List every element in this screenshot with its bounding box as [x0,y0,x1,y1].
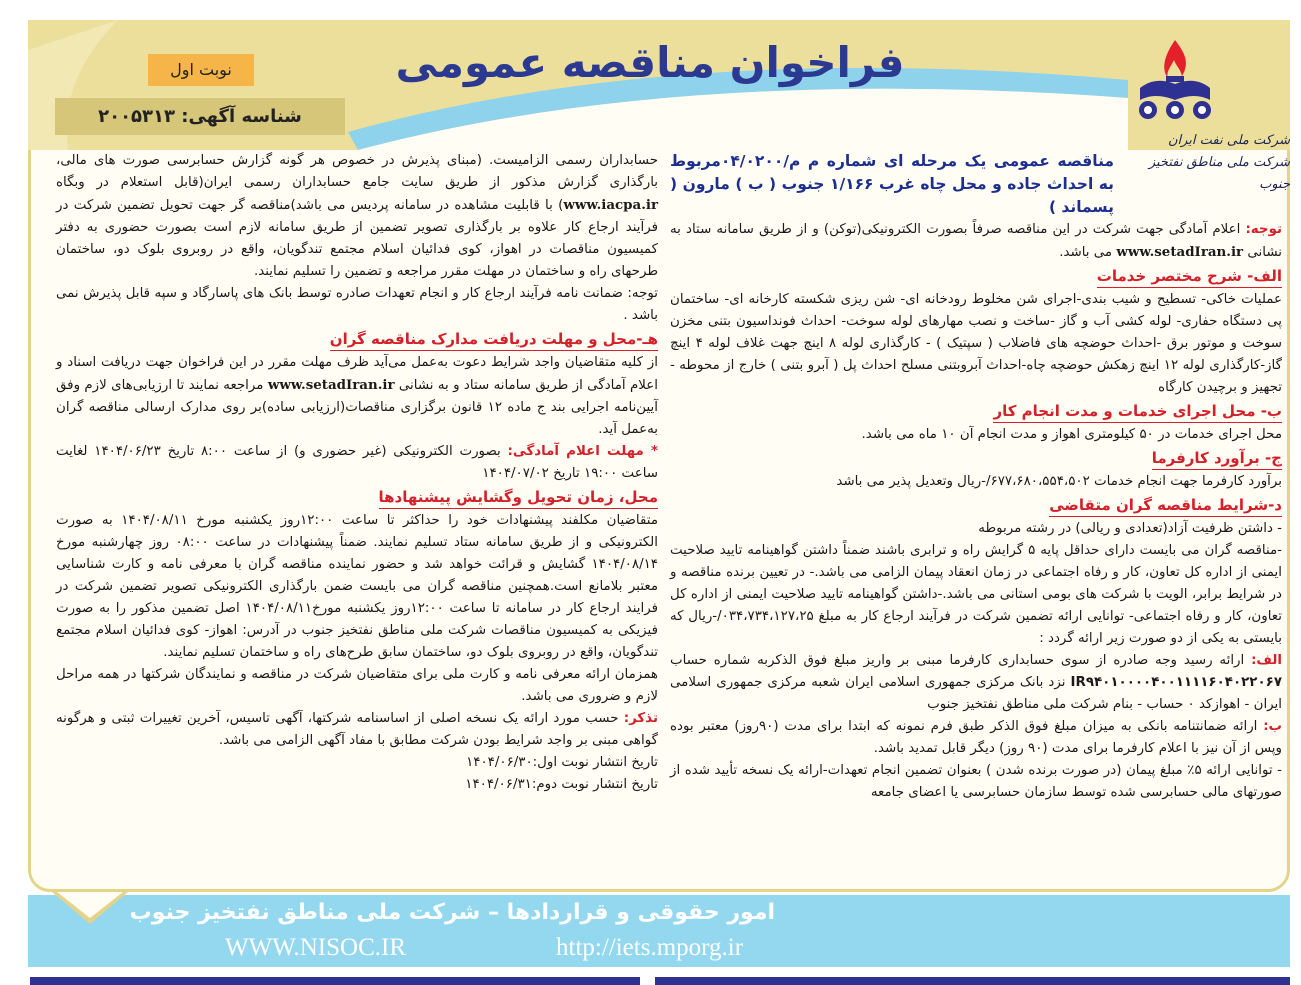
setad-link-2[interactable]: www.setadIran.ir [267,377,395,393]
estimate-text: برآورد کارفرما جهت انجام خدمات [1089,474,1282,489]
publish-date-2: تاریخ انتشار نوبت دوم:۱۴۰۴/۰۶/۳۱ [465,777,658,792]
documents-text-end: مراجعه نمایند تا ارزیابی‌های لازم وفق آیین‌نامه اجرایی بند ج ماده ۱۲ قانون برگزاری مناقصات(ارزیابی ساده)بر روی مدارک ارسالی مناقصه گران به‌عمل آید. [56,378,658,437]
iban: IR۹۴۰۱۰۰۰۰۴۰۰۱۱۱۱۶۰۴۰۲۲۰۶۷ [1070,675,1282,690]
option-a-text-end: نزد بانک مرکزی جمهوری اسلامی ایران شعبه مرکزی جمهوری اسلامی ایران - اهوازکد ۰ حساب - بنام شرکت ملی مناطق نفتخیز جنوب [670,675,1282,712]
option-a-text: ارائه رسید وجه صادره از سوی حسابداری کارفرما مبنی بر واریز مبلغ فوق الذکربه شماره حساب [670,653,1252,668]
submission-text: متقاضیان مکلفند پیشنهادات خود را حداکثر تا ساعت ۱۲:۰۰روز یکشنبه مورخ ۱۴۰۴/۰۸/۱۱ به صورت الکترونیکی و از طریق سامانه ستاد تسلیم نمایند. ضمناً پیشنهادات در ساعت ۰۸:۰۰ روز چهارشنبه مورخ ۱۴۰۴/۰۸/۱۴ گشایش و قرائت خواهد شد و حضور نماینده مناقصه گران با معرفی نامه و کارت شناسایی معتبر بلامانع است.همچنین مناقصه گران می بایست ضمن بارگذاری الکترونیکی تصویر تضمین شرکت در فرایند ارجاع کار در سامانه تا ساعت ۱۲:۰۰روز یکشنبه مورخ۱۴۰۴/۰۸/۱۱ اصل تضمین مذکور را به صورت فیزیکی به کمیسیون مناقصات شرکت ملی مناطق نفتخیز جنوب در آدرس: اهواز- کوی فدائیان اسلام مجتمع تندگویان، واقع در روبروی بلوک دو، ساختمان سابق طرح‌های راه و ساختمان تسلیم نمایند. [56,513,658,660]
setad-link[interactable]: www.setadIran.ir [1116,244,1244,260]
nioc-logo-icon [1130,38,1220,128]
notice-label: توجه: [1245,222,1282,237]
ad-id: شناسه آگهی: ۲۰۰۵۳۱۳ [55,98,345,135]
callout-pointer-inner [57,892,123,918]
notice-end: می باشد. [1059,245,1117,260]
condition-performance: - توانایی ارائه ۵٪ مبلغ پیمان (در صورت برنده شدن ) بعنوان تضمین انجام تعهدات-ارائه یک نسخه تأیید شده از صورتهای مالی حسابرسی شده توسط سازمان حسابرسی یا اعضای جامعه [670,763,1283,800]
section-b-heading: ب- محل اجرای خدمات و مدت انجام کار [993,400,1282,423]
estimate-amount: -/۶۷۷،۶۸۰،۵۵۴،۵۰۲ [981,474,1090,489]
deadline-label: * مهلت اعلام آمادگی: [507,444,658,459]
tender-headline: مناقصه عمومی یک مرحله ای شماره م م/۰۴/۰۲۰۰مربوط به احداث جاده و محل چاه غرب ۱/۱۶۶ جنوب ( ب ) مارون ( پسماند ) [670,152,1114,216]
deadline-text: بصورت الکترونیکی (غیر حضوری و) از ساعت ۸:۰۰ تاریخ ۱۴۰۴/۰۶/۲۳ لغایت ساعت ۱۹:۰۰ تاریخ ۱۴۰۴/۰۷/۰۲ [56,444,658,481]
option-b-text: ارائه ضمانتنامه بانکی به میزان مبلغ فوق الذکر طبق فرم نمونه که ابتدا برای مدت (۹۰روز) معتبر بوده وپس از آن نیز با اعلام کارفرما برای مدت (۹۰ روز) دیگر قابل تمدید باشد. [670,719,1282,756]
estimate-end: ریال وتعدیل پذیر می باشد [836,474,982,489]
nisoc-link[interactable]: WWW.NISOC.IR [225,934,407,961]
publish-date-1: تاریخ انتشار نوبت اول:۱۴۰۴/۰۶/۳۰ [466,755,658,770]
condition-capacity: - داشتن ظرفیت آزاد(تعدادی و ریالی) در رشته مربوطه [978,521,1282,536]
right-column [670,150,1282,804]
section-d-heading: د-شرایط مناقصه گران متقاضی [1049,494,1282,517]
left-column [56,150,658,796]
logo-text-spacer [1114,150,1282,206]
documents-text: از کلیه متقاضیان واجد شرایط دعوت به‌عمل می‌آید ظرف مهلت مقرر در این فراخوان جهت دریافت اسناد و اعلام آمادگی از طریق سامانه ستاد و به نشانی [56,355,658,393]
reminder-text: حسب مورد ارائه یک نسخه اصلی از اساسنامه شرکتها، آگهی تاسیس، آخرین تغییرات ثبتی و هرگونه گواهی مبنی بر واجد شرایط بودن شرکت مطابق با مفاد آگهی الزامی می باشد. [56,711,658,748]
section-a-heading: الف- شرح مختصر خدمات [1097,265,1282,288]
audit-text-end: ) با قابلیت مشاهده در سامانه پردیس می باشد)مناقصه گر جهت تحویل تضمین شرکت در فرآیند ارجاع کار علاوه بر بارگذاری تصویر تضمین از طریق سامانه لازم است بصورت حضوری به دفتر کمیسیون مناقصات در اهواز، کوی فدائیان اسلام مجتمع تندگویان، واقع در روبروی بلوک دو، ساختمان طرحهای راه و ساختمان در مهلت مقرر مراجعه و تضمین را تسلیم نمایند. [56,198,658,279]
bank-notice: توجه: ضمانت نامه فرآیند ارجاع کار و انجام تعهدات صادره توسط بانک های پاسارگاد و سپه قابل پذیرش نمی باشد . [56,286,658,323]
iacpa-link[interactable]: www.iacpa.ir [563,197,658,213]
footer-title: امور حقوقی و قراردادها – شرکت ملی مناطق نفتخیز جنوب [129,900,775,925]
company-line-2: شرکت ملی مناطق نفتخیز جنوب [1148,155,1290,192]
condition-text: -مناقصه گران می بایست دارای حداقل پایه ۵ گرایش راه و ترابری باشند ضمناً داشتن گواهینامه تایید صلاحیت ایمنی از اداره کل تعاون، کار و رفاه اجتماعی در زمان انعقاد پیمان الزامی می باشد.- در تعیین برنده مناقصه و در شرایط برابر، الویت با شرکت های بومی استانی می باشد.-داشتن گواهینامه تایید صلاحیت ایمنی از اداره کل تعاون، کار و رفاه اجتماعی- توانایی ارائه تضمین شرکت در فرآیند ارجاع کار به مبلغ [670,543,1283,624]
notice-text: اعلام آمادگی جهت شرکت در این مناقصه صرفاً بصورت الکترونیکی(توکن) و از طریق سامانه ستاد به نشانی [670,222,1282,260]
condition-text-end: ریال که بایستی به یکی از دو صورت زیر ارائه گردد : [670,609,1282,646]
guarantee-amount: -/۰۳۴،۷۳۴،۱۲۷،۲۵ [712,609,814,624]
section-c-heading: ج- برآورد کارفرما [1152,447,1282,470]
section-f-heading: محل، زمان تحویل وگشایش پیشنهادها [379,486,659,509]
audit-text: حسابداران رسمی الزامیست. (مبنای پذیرش در خصوص هر گونه گزارش حسابرسی صورت های مالی، بارگذاری گزارش مذکور از طریق سایت جامع حسابداران رسمی ایران(قابل استعلام در وبگاه [56,153,658,190]
reminder-label: تذکر: [623,711,658,726]
section-b-text: محل اجرای خدمات در ۵۰ کیلومتری اهواز و مدت انجام آن ۱۰ ماه می باشد. [861,427,1282,442]
section-a-text: عملیات خاکی- تسطیح و شیب بندی-اجرای شن مخلوط رودخانه ای- شن ریزی شکسته کارخانه ای- ساختمان پی دستگاه حفاری- لوله کشی آب و گاز -ساخت و نصب مهارهای لوله سوخت- احداث فونداسیون بتنی مخزن سوخت و موتور برق -احداث حوضچه های فاضلاب ( سپتیک ) - کارگذاری لوله ۸ اینچ جهت غلاف لوله ۴ اینچ گاز-کارگذاری لوله ۱۲ اینچ زهکش حوضچه چاه-احداث آبروبتنی مسلح احداث پل ( آبرو بتنی ) خارج از محوطه - تجهیز و برچیدن کارگاه [670,292,1282,395]
option-a-label: الف: [1251,653,1282,668]
bottom-bar-left [30,977,640,985]
page-title: فراخوان مناقصه عمومی [395,38,905,87]
company-line-1: شرکت ملی نفت ایران [1167,133,1290,148]
round-badge: نوبت اول [148,54,254,86]
bottom-bar-right [655,977,1290,985]
section-e-heading: هـ-محل و مهلت دریافت مدارک مناقصه گران [330,328,658,351]
option-b-label: ب: [1263,719,1283,734]
iets-link[interactable]: http://iets.mporg.ir [556,934,744,961]
id-card-text: همزمان ارائه معرفی نامه و کارت ملی برای متقاضیان شرکت در مناقصه و نمایندگان شرکتها در همه مراحل لازم و ضروری می باشد. [56,667,658,704]
